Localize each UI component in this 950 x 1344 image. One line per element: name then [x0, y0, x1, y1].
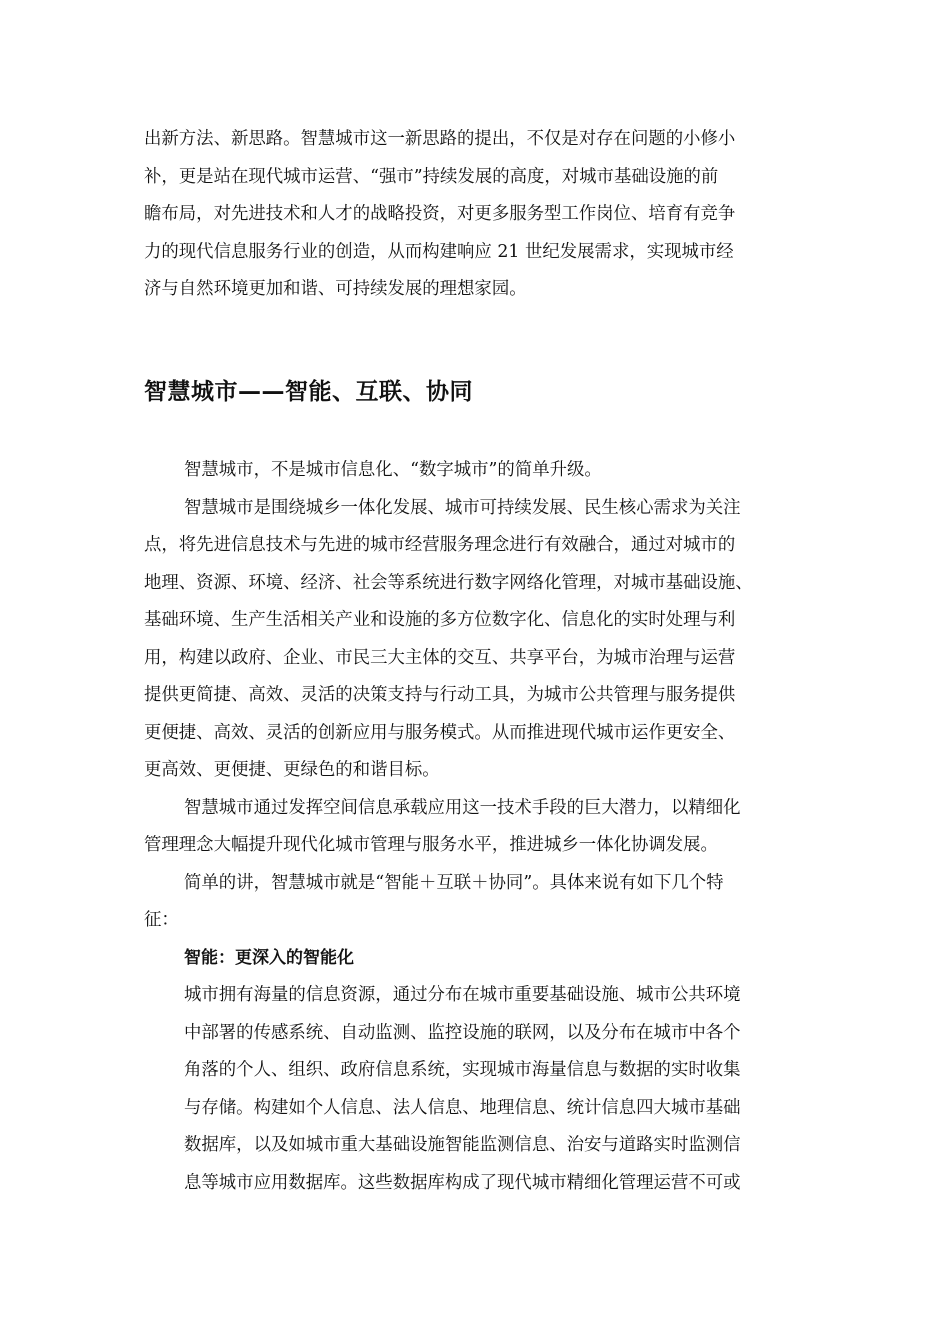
text-line: 与存储。构建如个人信息、法人信息、地理信息、统计信息四大城市基础 [184, 1097, 741, 1118]
paragraph [144, 490, 814, 790]
text-line: 济与自然环境更加和谐、可持续发展的理想家园。 [144, 279, 527, 299]
text-line: 管理理念大幅提升现代化城市管理与服务水平，推进城乡一体化协调发展。 [144, 835, 718, 855]
text-line: 中部署的传感系统、自动监测、监控设施的联网，以及分布在城市中各个 [184, 1022, 741, 1043]
intro-paragraph [144, 121, 814, 309]
text-line: 智慧城市通过发挥空间信息承载应用这一技术手段的巨大潜力，以精细化 [184, 797, 741, 818]
section-body [144, 452, 814, 1202]
subsection-paragraph [144, 977, 814, 1202]
text-line: 息等城市应用数据库。这些数据库构成了现代城市精细化管理运营不可或 [184, 1172, 741, 1193]
text-line: 基础环境、生产生活相关产业和设施的多方位数字化、信息化的实时处理与利 [144, 610, 736, 630]
text-line: 力的现代信息服务行业的创造，从而构建响应 21 世纪发展需求，实现城市经 [144, 241, 734, 262]
text-line: 智慧城市是围绕城乡一体化发展、城市可持续发展、民生核心需求为关注 [184, 497, 741, 518]
text-line: 角落的个人、组织、政府信息系统，实现城市海量信息与数据的实时收集 [184, 1060, 741, 1080]
paragraph [144, 790, 814, 865]
subsection-heading: 智能：更深入的智能化 [184, 947, 354, 968]
text-line: 更高效、更便捷、更绿色的和谐目标。 [144, 760, 440, 780]
text-line: 城市拥有海量的信息资源，通过分布在城市重要基础设施、城市公共环境 [184, 985, 741, 1005]
text-line: 地理、资源、环境、经济、社会等系统进行数字网络化管理，对城市基础设施、 [144, 572, 753, 593]
text-line: 瞻布局，对先进技术和人才的战略投资，对更多服务型工作岗位、培育有竞争 [144, 204, 736, 224]
text-line: 数据库，以及如城市重大基础设施智能监测信息、治安与道路实时监测信 [184, 1135, 741, 1155]
text-line: 用，构建以政府、企业、市民三大主体的交互、共享平台，为城市治理与运营 [144, 647, 736, 668]
paragraph [144, 452, 814, 490]
text-line: 补，更是站在现代城市运营、“强市”持续发展的高度，对城市基础设施的前 [144, 166, 719, 187]
text-line: 提供更简捷、高效、灵活的决策支持与行动工具，为城市公共管理与服务提供 [144, 685, 736, 705]
text-line: 出新方法、新思路。智慧城市这一新思路的提出，不仅是对存在问题的小修小 [144, 129, 736, 149]
text-line: 征： [144, 910, 179, 930]
text-line: 简单的讲，智慧城市就是“智能＋互联＋协同”。具体来说有如下几个特 [184, 872, 724, 893]
text-line: 点，将先进信息技术与先进的城市经营服务理念进行有效融合，通过对城市的 [144, 535, 736, 555]
section-heading: 智慧城市——智能、互联、协同 [144, 379, 473, 405]
text-line: 更便捷、高效、灵活的创新应用与服务模式。从而推进现代城市运作更安全、 [144, 722, 736, 743]
text-line: 智慧城市，不是城市信息化、“数字城市”的简单升级。 [184, 460, 602, 480]
paragraph [144, 865, 814, 940]
